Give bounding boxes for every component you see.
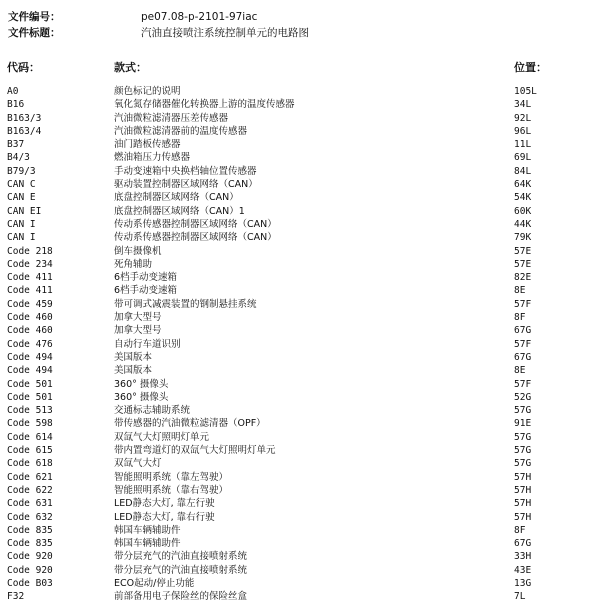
row-code: Code 494 bbox=[7, 351, 53, 363]
row-description: 美国版本 bbox=[114, 351, 153, 363]
row-position: 69L bbox=[514, 152, 532, 164]
row-description: 韩国车辆辅助件 bbox=[114, 524, 181, 536]
table-row bbox=[0, 284, 603, 297]
table-row bbox=[0, 85, 603, 98]
row-position: 57E bbox=[514, 245, 532, 257]
table-row bbox=[0, 550, 603, 563]
row-position: 67G bbox=[514, 538, 532, 550]
row-description: 底盘控制器区域网络（CAN）1 bbox=[114, 205, 245, 217]
table-row bbox=[0, 245, 603, 258]
row-description: 智能照明系统（靠左驾驶） bbox=[114, 471, 229, 483]
row-description: 智能照明系统（靠右驾驶） bbox=[114, 484, 229, 496]
row-description: 加拿大型号 bbox=[114, 312, 162, 324]
row-position: 67G bbox=[514, 325, 532, 337]
row-position: 34L bbox=[514, 99, 532, 111]
row-position: 57E bbox=[514, 258, 532, 270]
row-code: CAN I bbox=[7, 218, 36, 230]
row-description: 双氙气大灯照明灯单元 bbox=[114, 431, 210, 443]
row-code: CAN I bbox=[7, 232, 36, 244]
row-code: B37 bbox=[7, 139, 25, 151]
table-row bbox=[0, 218, 603, 231]
row-code: B4/3 bbox=[7, 152, 30, 164]
table-row bbox=[0, 391, 603, 404]
row-code: F32 bbox=[7, 591, 25, 603]
row-description: 带内置弯道灯的双氙气大灯照明灯单元 bbox=[114, 445, 276, 457]
row-description: 死角辅助 bbox=[114, 258, 153, 270]
row-position: 57G bbox=[514, 431, 532, 443]
component-list bbox=[0, 85, 603, 604]
row-description: 氧化氮存储器催化转换器上游的温度传感器 bbox=[114, 99, 295, 111]
table-row bbox=[0, 178, 603, 191]
row-position: 8F bbox=[514, 524, 526, 536]
row-code: Code 460 bbox=[7, 312, 53, 324]
row-position: 57F bbox=[514, 378, 532, 390]
row-code: Code 218 bbox=[7, 245, 53, 257]
table-row bbox=[0, 511, 603, 524]
table-row bbox=[0, 378, 603, 391]
table-row bbox=[0, 311, 603, 324]
row-description: 带传感器的汽油微粒滤清器（OPF） bbox=[114, 418, 266, 430]
row-description: 交通标志辅助系统 bbox=[114, 405, 191, 417]
row-code: A0 bbox=[7, 86, 19, 97]
table-row bbox=[0, 351, 603, 364]
row-position: 57H bbox=[514, 498, 532, 510]
table-row bbox=[0, 151, 603, 164]
row-description: LED静态大灯, 靠右行驶 bbox=[114, 511, 215, 523]
table-row bbox=[0, 298, 603, 311]
doc-title-label: 文件标题： bbox=[8, 27, 61, 39]
row-code: Code 501 bbox=[7, 391, 53, 403]
doc-title-value: 汽油直接喷注系统控制单元的电路图 bbox=[141, 27, 309, 39]
row-description: 汽油微粒滤清器压差传感器 bbox=[114, 112, 229, 124]
row-description: 汽油微粒滤清器前的温度传感器 bbox=[114, 125, 248, 137]
row-code: Code 411 bbox=[7, 285, 53, 297]
row-code: CAN C bbox=[7, 179, 36, 191]
table-row bbox=[0, 112, 603, 125]
row-code: Code 621 bbox=[7, 471, 53, 483]
row-description: 颜色标记的说明 bbox=[114, 86, 181, 97]
row-position: 57H bbox=[514, 471, 532, 483]
row-position: 44K bbox=[514, 218, 532, 230]
row-position: 11L bbox=[514, 139, 532, 151]
row-code: B16 bbox=[7, 99, 25, 111]
table-row bbox=[0, 98, 603, 111]
row-position: 52G bbox=[514, 391, 532, 403]
row-position: 79K bbox=[514, 232, 532, 244]
table-row bbox=[0, 125, 603, 138]
table-row bbox=[0, 457, 603, 470]
row-description: 传动系传感器控制器区域网络（CAN） bbox=[114, 232, 277, 244]
row-code: B163/3 bbox=[7, 112, 42, 124]
row-description: 韩国车辆辅助件 bbox=[114, 538, 181, 550]
row-code: CAN EI bbox=[7, 205, 42, 217]
doc-number-label: 文件编号： bbox=[8, 11, 61, 23]
row-description: 带可调式减震装置的钢制悬挂系统 bbox=[114, 298, 257, 310]
row-code: Code 494 bbox=[7, 365, 53, 377]
row-code: Code 615 bbox=[7, 445, 53, 457]
row-code: Code 460 bbox=[7, 325, 53, 337]
row-position: 60K bbox=[514, 205, 532, 217]
table-row bbox=[0, 364, 603, 377]
row-code: Code 632 bbox=[7, 511, 53, 523]
row-description: ECO起动/停止功能 bbox=[114, 577, 195, 589]
table-row bbox=[0, 191, 603, 204]
row-code: B79/3 bbox=[7, 165, 36, 177]
row-code: Code 920 bbox=[7, 564, 53, 576]
row-description: 油门踏板传感器 bbox=[114, 139, 181, 151]
row-code: Code 920 bbox=[7, 551, 53, 563]
row-description: 手动变速箱中央换档轴位置传感器 bbox=[114, 165, 257, 177]
row-code: Code 234 bbox=[7, 258, 53, 270]
row-position: 8F bbox=[514, 312, 526, 324]
doc-number-value: pe07.08-p-2101-97iac bbox=[141, 11, 258, 23]
table-row bbox=[0, 404, 603, 417]
row-position: 57G bbox=[514, 405, 532, 417]
table-row bbox=[0, 231, 603, 244]
row-description: 传动系传感器控制器区域网络（CAN） bbox=[114, 218, 277, 230]
row-description: 自动行车道识别 bbox=[114, 338, 181, 350]
row-description: 带分层充气的汽油直接喷射系统 bbox=[114, 551, 248, 563]
row-description: 驱动装置控制器区域网络（CAN） bbox=[114, 179, 258, 191]
row-position: 96L bbox=[514, 125, 532, 137]
table-row bbox=[0, 417, 603, 430]
table-row bbox=[0, 165, 603, 178]
row-description: 燃油箱压力传感器 bbox=[114, 152, 191, 164]
row-position: 82E bbox=[514, 272, 532, 284]
row-code: Code 513 bbox=[7, 405, 53, 417]
row-description: 倒车摄像机 bbox=[114, 245, 162, 257]
header-code: 代码： bbox=[7, 61, 40, 74]
row-position: 57H bbox=[514, 511, 532, 523]
row-code: Code 618 bbox=[7, 458, 53, 470]
row-code: Code 835 bbox=[7, 538, 53, 550]
row-description: 美国版本 bbox=[114, 365, 153, 377]
row-position: 57H bbox=[514, 484, 532, 496]
table-row bbox=[0, 431, 603, 444]
row-code: Code 459 bbox=[7, 298, 53, 310]
table-row bbox=[0, 338, 603, 351]
row-position: 64K bbox=[514, 179, 532, 191]
table-row bbox=[0, 444, 603, 457]
row-description: 6档手动变速箱 bbox=[114, 272, 178, 284]
row-code: Code 835 bbox=[7, 524, 53, 536]
row-position: 57F bbox=[514, 338, 532, 350]
header-description: 款式： bbox=[114, 61, 147, 74]
table-row bbox=[0, 577, 603, 590]
table-row bbox=[0, 258, 603, 271]
row-position: 91E bbox=[514, 418, 532, 430]
row-position: 84L bbox=[514, 165, 532, 177]
row-description: LED静态大灯, 靠左行驶 bbox=[114, 498, 215, 510]
row-description: 360° 摄像头 bbox=[114, 378, 169, 390]
table-row bbox=[0, 138, 603, 151]
table-row bbox=[0, 271, 603, 284]
row-code: B163/4 bbox=[7, 125, 42, 137]
table-row bbox=[0, 524, 603, 537]
row-code: Code B03 bbox=[7, 577, 53, 589]
row-code: Code 614 bbox=[7, 431, 53, 443]
row-position: 43E bbox=[514, 564, 532, 576]
table-row bbox=[0, 537, 603, 550]
table-row bbox=[0, 324, 603, 337]
table-row bbox=[0, 205, 603, 218]
row-description: 6档手动变速箱 bbox=[114, 285, 178, 297]
row-description: 双氙气大灯 bbox=[114, 458, 162, 470]
row-position: 8E bbox=[514, 365, 526, 377]
row-position: 7L bbox=[514, 591, 526, 603]
table-row bbox=[0, 471, 603, 484]
row-code: CAN E bbox=[7, 192, 36, 204]
table-row bbox=[0, 497, 603, 510]
row-position: 33H bbox=[514, 551, 532, 563]
row-description: 前部备用电子保险丝的保险丝盒 bbox=[114, 591, 248, 603]
row-code: Code 501 bbox=[7, 378, 53, 390]
row-description: 带分层充气的汽油直接喷射系统 bbox=[114, 564, 248, 576]
row-position: 57F bbox=[514, 298, 532, 310]
row-position: 13G bbox=[514, 577, 532, 589]
row-position: 92L bbox=[514, 112, 532, 124]
row-position: 57G bbox=[514, 458, 532, 470]
row-position: 67G bbox=[514, 351, 532, 363]
row-code: Code 476 bbox=[7, 338, 53, 350]
row-description: 360° 摄像头 bbox=[114, 391, 169, 403]
row-description: 底盘控制器区域网络（CAN） bbox=[114, 192, 239, 204]
header-position: 位置： bbox=[514, 61, 547, 74]
row-position: 8E bbox=[514, 285, 526, 297]
table-row bbox=[0, 564, 603, 577]
row-description: 加拿大型号 bbox=[114, 325, 162, 337]
row-position: 57G bbox=[514, 445, 532, 457]
table-row bbox=[0, 484, 603, 497]
row-code: Code 598 bbox=[7, 418, 53, 430]
row-code: Code 622 bbox=[7, 484, 53, 496]
row-code: Code 411 bbox=[7, 272, 53, 284]
row-position: 105L bbox=[514, 86, 537, 97]
row-position: 54K bbox=[514, 192, 532, 204]
row-code: Code 631 bbox=[7, 498, 53, 510]
